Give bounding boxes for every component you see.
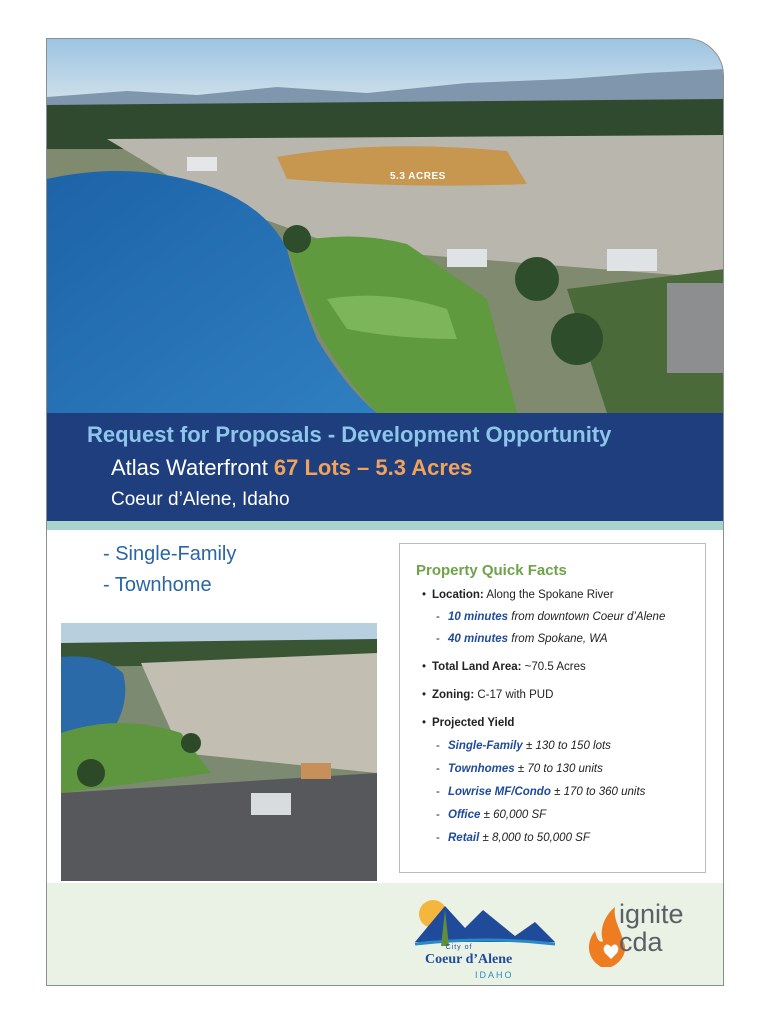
fact-projected-yield: • Projected Yield [422,717,515,729]
lots-summary: 67 Lots – 5.3 Acres [273,455,473,480]
city-of-label: City of [445,944,473,951]
type-townhome: - Townhome [103,574,212,596]
project-name: Atlas Waterfront [111,455,268,480]
rfp-heading: Request for Proposals - Development Opportunity [87,422,612,447]
flyer-page [46,38,724,986]
hero-aerial-photo [47,39,724,413]
fact-zoning: • Zoning: C-17 with PUD [422,689,554,701]
fact-sub-item: - 10 minutes from downtown Coeur d’Alene [436,611,666,623]
type-single-family: - Single-Family [103,543,237,565]
yield-item: - Lowrise MF/Condo ± 170 to 360 units [436,786,646,798]
product-types [103,539,236,601]
title-band [47,413,724,521]
fact-sub-item: - 40 minutes from Spokane, WA [436,633,608,645]
yield-item: - Townhomes ± 70 to 130 units [436,763,603,775]
accent-stripe [47,521,724,530]
yield-item: - Retail ± 8,000 to 50,000 SF [436,832,590,844]
quick-facts-box [399,543,706,873]
cda-wordmark: cda [619,927,663,957]
facts-title: Property Quick Facts [416,562,567,579]
ignite-wordmark: ignite [619,899,684,929]
location-label: Location: [432,589,484,601]
fact-land-area: • Total Land Area: ~70.5 Acres [422,661,586,673]
yield-item: - Office ± 60,000 SF [436,809,547,821]
city-heading: Coeur d’Alene, Idaho [111,489,290,510]
state-logo-text: IDAHO [475,970,514,980]
secondary-aerial-photo [61,623,377,881]
city-name-logo-text: Coeur d’Alene [425,952,513,967]
acreage-label: 5.3 ACRES [390,171,446,182]
yield-item: - Single-Family ± 130 to 150 lots [436,740,611,752]
project-heading [111,455,472,481]
fact-location: • Location: Along the Spokane River [422,589,614,601]
location-value: Along the Spokane River [486,589,614,601]
